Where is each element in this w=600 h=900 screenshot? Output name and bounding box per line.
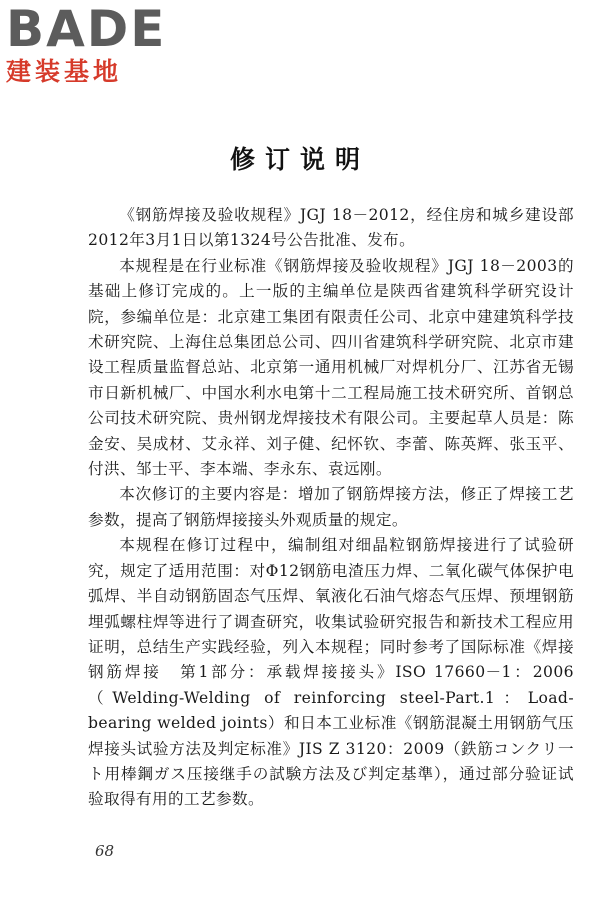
logo-subtitle: 建装基地: [6, 57, 123, 86]
paragraph-approval: 《钢筋焊接及验收规程》JGJ 18－2012，经住房和城乡建设部2012年3月1日以第1324号公告批准、发布。: [88, 206, 574, 250]
paragraph-revision-process: 本规程在修订过程中，编制组对细晶粒钢筋焊接进行了试验研究，规定了适用范围：对Φ12钢筋电渣压力焊、二氧化碳气体保护电弧焊、半自动钢筋固态气压焊、氧液化石油气熔态气压焊、预埋钢筋埋弧螺柱焊等进行了调查研究，收集试验研究报告和新技术工程应用证明，总结生产实践经验，列入本规程；同时参考了国际标准《焊接 钢筋焊接 第1部分：承载焊接接头》ISO 17660－1：2006（Welding-Welding of reinforcing steel-Part.1：Load-bearing welded joints）和日本工业标准《钢筋混凝土用钢筋气压焊接头试验方法及判定标准》JIS Z 3120：2009（鉄筋コンクリ一ト用棒鋼ガス压接继手の試験方法及び判定基準），通过部分验证试验取得有用的工艺参数。: [88, 536, 590, 809]
page-title: 修订说明: [229, 145, 370, 174]
paragraph-history: 本规程是在行业标准《钢筋焊接及验收规程》JGJ 18－2003的基础上修订完成的。上一版的主编单位是陕西省建筑科学研究设计院，参编单位是：北京建工集团有限责任公司、北京中建建筑科学技术研究院、上海住总集团总公司、四川省建筑科学研究院、北京市建设工程质量监督总站、北京第一通用机械厂对焊机分厂、江苏省无锡市日新机械厂、中国水利水电第十二工程局施工技术研究所、首钢总公司技术研究院、贵州钢龙焊接技术有限公司。主要起草人员是：陈金安、吴成材、艾永祥、刘子健、纪怀钦、李蕾、陈英辉、张玉平、付洪、邹士平、李本端、李永东、袁远刚。: [88, 256, 574, 479]
brand-logo: [6, 0, 178, 88]
paragraph-revision-content: 本次修订的主要内容是：增加了钢筋焊接方法，修正了焊接工艺参数，提高了钢筋焊接接头外观质量的规定。: [88, 485, 574, 529]
document-body: [88, 203, 590, 813]
logo-wordmark: BADE: [6, 0, 167, 58]
page-number: 68: [95, 842, 115, 860]
